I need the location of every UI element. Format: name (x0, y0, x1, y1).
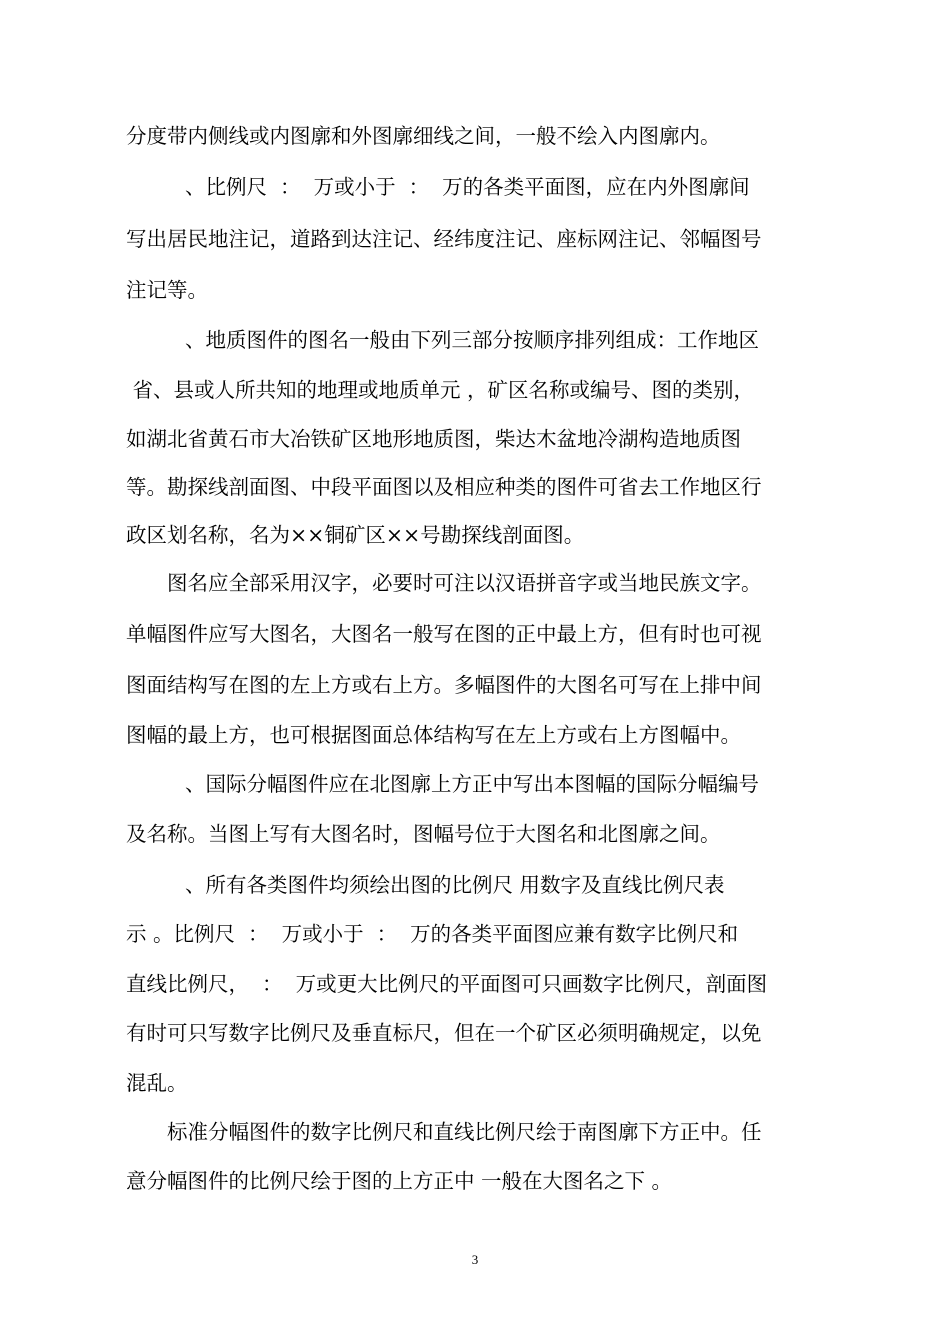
text-line: 、比例尺 ： 万或小于 ： 万的各类平面图，应在内外图廓间 (185, 175, 750, 199)
text-line: 省、县或人所共知的地理或地质单元 ，矿区名称或编号、图的类别， (126, 378, 755, 402)
text-line: 直线比例尺， ： 万或更大比例尺的平面图可只画数字比例尺，剖面图 (126, 972, 768, 996)
text-line: 图名应全部采用汉字，必要时可注以汉语拼音字或当地民族文字。 (167, 571, 762, 595)
text-line: 图面结构写在图的左上方或右上方。多幅图件的大图名可写在上排中间 (126, 673, 762, 697)
text-line: 政区划名称，名为××铜矿区××号勘探线剖面图。 (126, 523, 585, 547)
text-line: 有时可只写数字比例尺及垂直标尺，但在一个矿区必须明确规定，以免 (126, 1021, 762, 1045)
text-line: 写出居民地注记，道路到达注记、经纬度注记、座标网注记、邻幅图号 (126, 227, 762, 251)
page-number: 3 (471, 1252, 479, 1267)
text-line: 及名称。当图上写有大图名时，图幅号位于大图名和北图廓之间。 (126, 822, 721, 846)
text-line: 示 。比例尺 ： 万或小于 ： 万的各类平面图应兼有数字比例尺和 (126, 922, 739, 946)
text-line: 如湖北省黄石市大冶铁矿区地形地质图，柴达木盆地冷湖构造地质图 (126, 427, 741, 451)
text-line: 、所有各类图件均须绘出图的比例尺 用数字及直线比例尺表 (185, 873, 725, 897)
text-line: 意分幅图件的比例尺绘于图的上方正中 一般在大图名之下 。 (126, 1169, 673, 1193)
text-line: 标准分幅图件的数字比例尺和直线比例尺绘于南图廓下方正中。任 (167, 1120, 762, 1144)
text-line: 、地质图件的图名一般由下列三部分按顺序排列组成：工作地区 (185, 328, 759, 352)
text-line: 等。勘探线剖面图、中段平面图以及相应种类的图件可省去工作地区行 (126, 475, 762, 499)
text-line: 图幅的最上方，也可根据图面总体结构写在左上方或右上方图幅中。 (126, 723, 741, 747)
text-line: 单幅图件应写大图名，大图名一般写在图的正中最上方，但有时也可视 (126, 622, 762, 646)
text-line: 、国际分幅图件应在北图廓上方正中写出本图幅的国际分幅编号 (185, 772, 759, 796)
text-line: 分度带内侧线或内图廓和外图廓细线之间，一般不绘入内图廓内。 (126, 124, 721, 148)
text-line: 注记等。 (126, 278, 208, 302)
text-line: 混乱。 (126, 1071, 188, 1095)
